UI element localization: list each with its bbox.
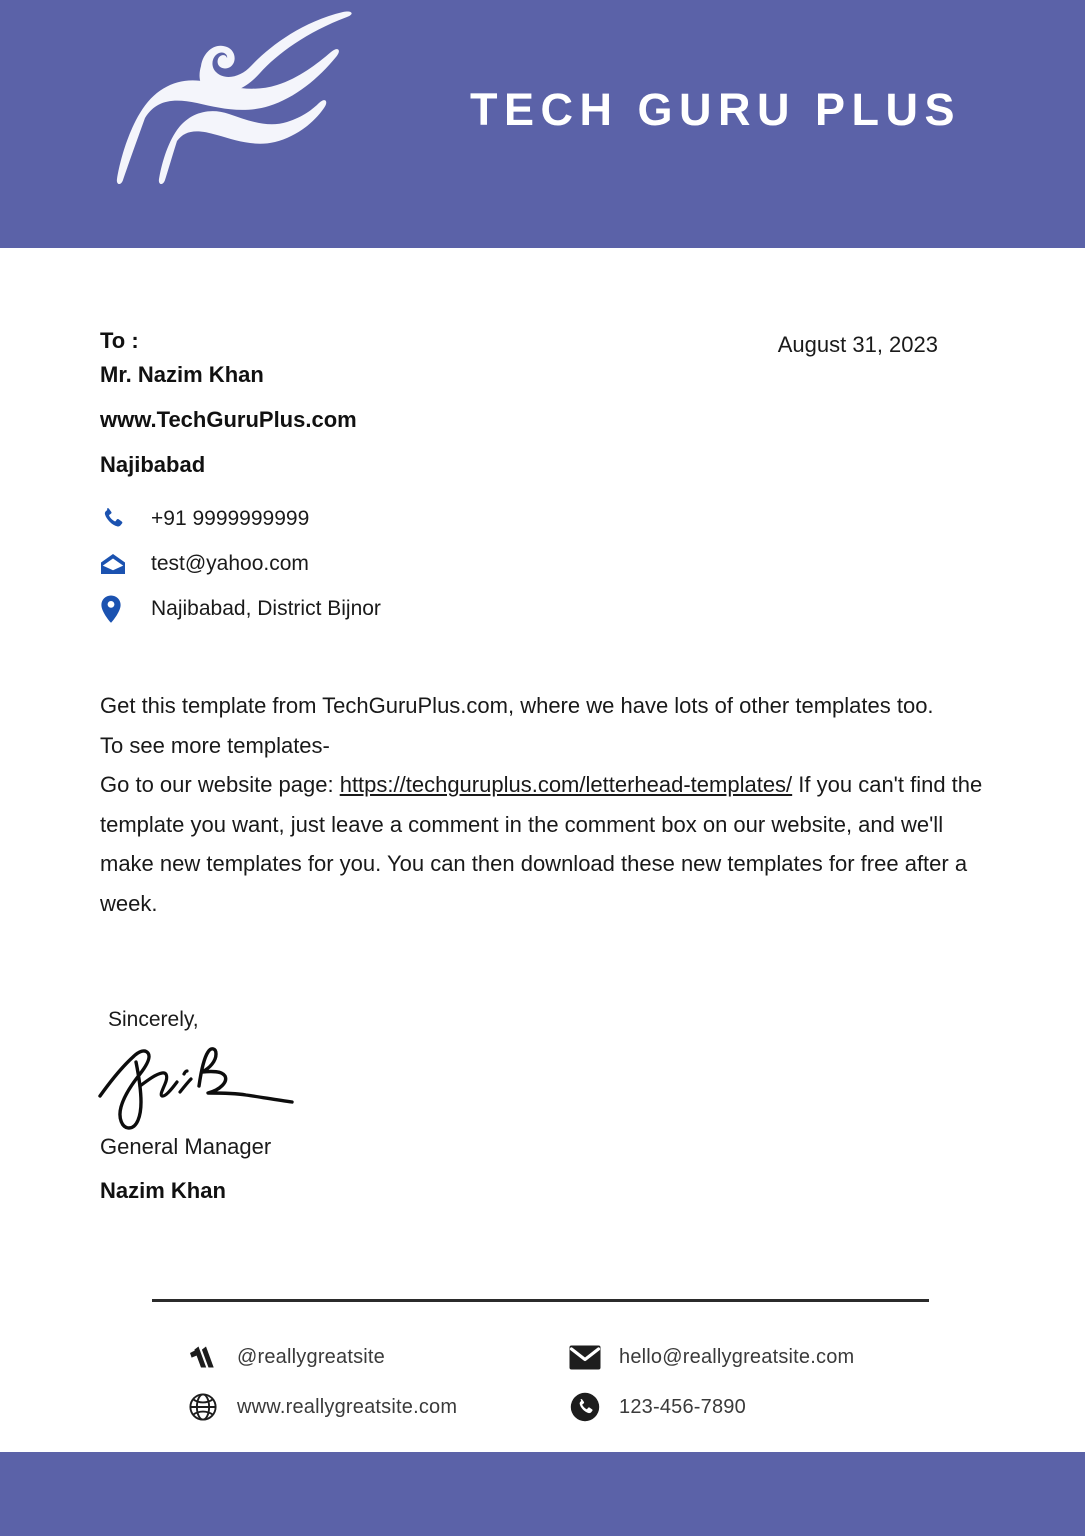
contact-value-address: Najibabad, District Bijnor bbox=[151, 596, 381, 620]
globe-icon bbox=[185, 1392, 221, 1422]
body-line-3-prefix: Go to our website page: bbox=[100, 772, 340, 797]
company-title: TECH GURU PLUS bbox=[470, 84, 962, 135]
footer-column-right bbox=[567, 1332, 854, 1432]
footer-value-phone: 123-456-7890 bbox=[619, 1395, 746, 1418]
letter-body bbox=[100, 686, 995, 923]
body-line-3-suffix: If you can't find the template you want, just leave a comment in the comment box on our website, and we'll make new templates for you. You can then download these new templates for free after a week. bbox=[100, 772, 983, 916]
envelope-icon bbox=[100, 552, 134, 576]
contact-value-phone: +91 9999999999 bbox=[151, 506, 310, 530]
recipient-contact-list bbox=[100, 496, 381, 631]
footer-value-email: hello@reallygreatsite.com bbox=[619, 1345, 855, 1368]
recipient-website: www.TechGuruPlus.com bbox=[100, 407, 357, 432]
footer-divider bbox=[152, 1299, 929, 1302]
location-pin-icon bbox=[100, 595, 134, 623]
footer-row-phone[interactable] bbox=[567, 1382, 854, 1432]
signature-block bbox=[100, 1008, 520, 1204]
footer-value-social: @reallygreatsite bbox=[237, 1345, 386, 1368]
contact-row-phone bbox=[100, 496, 381, 541]
to-label: To : bbox=[100, 328, 139, 353]
body-line-2: To see more templates- bbox=[100, 732, 330, 758]
footer-row-website[interactable] bbox=[185, 1382, 457, 1432]
footer-value-website: www.reallygreatsite.com bbox=[237, 1395, 458, 1418]
recipient-city: Najibabad bbox=[100, 452, 206, 477]
contact-row-email bbox=[100, 541, 381, 586]
wind-swirl-logo-icon bbox=[55, 8, 365, 193]
mail-icon bbox=[567, 1345, 603, 1370]
footer-row-social[interactable] bbox=[185, 1332, 457, 1382]
footer-band bbox=[0, 1452, 1085, 1536]
closing-salutation: Sincerely, bbox=[108, 1008, 199, 1031]
signer-name: Nazim Khan bbox=[100, 1178, 226, 1203]
social-handle-icon bbox=[185, 1345, 221, 1369]
body-paragraph-3 bbox=[100, 765, 995, 923]
recipient-name: Mr. Nazim Khan bbox=[100, 362, 264, 387]
recipient-block bbox=[100, 330, 620, 499]
contact-row-address bbox=[100, 586, 381, 631]
footer-row-email[interactable] bbox=[567, 1332, 854, 1382]
handwritten-signature-icon bbox=[96, 1040, 326, 1132]
footer-column-left bbox=[185, 1332, 457, 1432]
body-line-1: Get this template from TechGuruPlus.com, where we have lots of other templates too. bbox=[100, 693, 934, 718]
header-band bbox=[0, 0, 1085, 248]
letter-date: August 31, 2023 bbox=[777, 332, 938, 357]
phone-icon bbox=[100, 506, 134, 532]
template-gallery-link[interactable]: https://techguruplus.com/letterhead-templates/ bbox=[339, 772, 793, 797]
signer-role: General Manager bbox=[100, 1134, 272, 1159]
contact-value-email: test@yahoo.com bbox=[151, 551, 309, 575]
phone-circle-icon bbox=[567, 1392, 603, 1422]
